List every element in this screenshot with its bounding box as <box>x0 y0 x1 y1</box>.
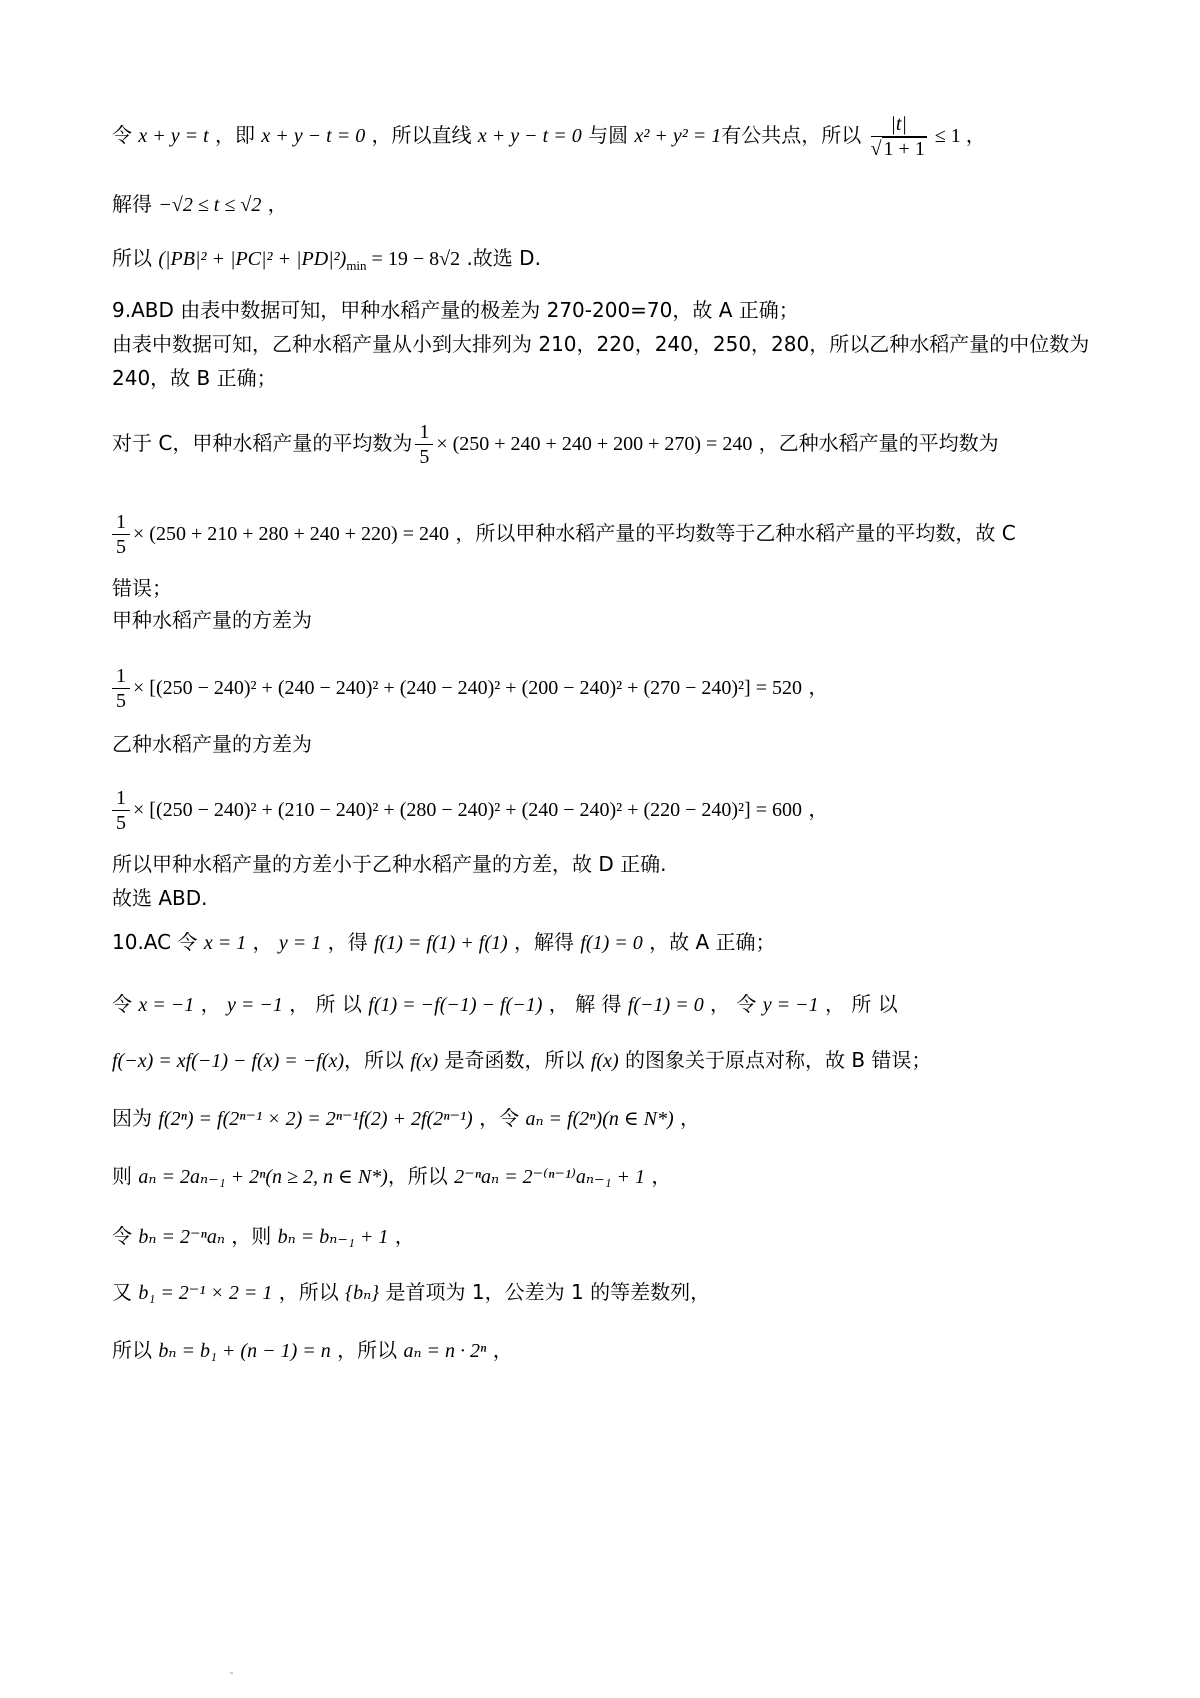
denominator: 5 <box>419 446 430 468</box>
solution-line-21 <box>112 1222 1100 1251</box>
text: 的图象关于原点对称，故 B 错误； <box>618 1048 932 1072</box>
page-speck <box>230 1672 233 1674</box>
text: ， 解 得 <box>542 992 628 1016</box>
denominator: 5 <box>116 536 126 558</box>
text: 所以 <box>112 246 159 270</box>
equation: × [(250 − 240)² + (240 − 240)² + (240 − 240)² + (200 − 240)² + (270 − 240)²] = 520 <box>133 677 802 699</box>
equation: aₙ = f(2ⁿ)(n ∈ N*) <box>525 1108 674 1130</box>
equation: bₙ = 2⁻ⁿaₙ <box>138 1226 225 1248</box>
solution-line-6: 240，故 B 正确； <box>112 366 277 390</box>
equation: b₁ = 2⁻¹ × 2 = 1 <box>138 1282 273 1304</box>
text: .故选 D. <box>460 246 541 270</box>
solution-line-5: 由表中数据可知，乙种水稻产量从小到大排列为 210，220，240，250，280，所以乙种水稻产量的中位数为 <box>112 332 1090 356</box>
denominator: 5 <box>116 690 126 712</box>
solution-line-11 <box>112 664 1100 713</box>
solution-line-15: 故选 ABD. <box>112 886 208 910</box>
text: 又 <box>112 1280 139 1304</box>
equation: f(2ⁿ) = f(2ⁿ⁻¹ × 2) = 2ⁿ⁻¹f(2) + 2f(2ⁿ⁻¹) <box>158 1108 473 1130</box>
text: ， <box>388 1224 415 1248</box>
text: ，得 <box>321 930 375 954</box>
numerator: 1 <box>112 786 130 811</box>
equation: x + y − t = 0 <box>477 125 582 147</box>
solution-line-7 <box>112 420 1100 469</box>
solution-line-2 <box>112 190 1100 219</box>
equation: x = −1 <box>138 994 195 1016</box>
text: ，即 <box>208 123 262 147</box>
equation: −√2 ≤ t ≤ √2 <box>158 194 262 216</box>
equation: f(x) <box>590 1050 619 1072</box>
text: ， <box>644 1164 672 1188</box>
text: ，乙种水稻产量的平均数为 <box>752 431 999 455</box>
solution-line-19 <box>112 1104 1100 1133</box>
text: ，解得 <box>507 930 581 954</box>
equation: × (250 + 210 + 280 + 240 + 220) = 240 <box>133 523 449 545</box>
equation: y = 1 <box>278 932 322 954</box>
equation: y = −1 <box>762 994 819 1016</box>
text: ， <box>246 930 279 954</box>
text: ，所以直线 <box>365 123 478 147</box>
text: ，所以 <box>344 1048 411 1072</box>
text: 是首项为 1，公差为 1 的等差数列， <box>379 1280 711 1304</box>
solution-line-8 <box>112 510 1100 559</box>
fraction <box>415 420 433 469</box>
text: 有公共点，所以 <box>721 123 868 147</box>
equation: aₙ = 2aₙ₋₁ + 2ⁿ(n ≥ 2, n ∈ N*) <box>138 1166 388 1188</box>
text: 解得 <box>112 192 159 216</box>
text: ， 所 以 <box>282 992 369 1016</box>
solution-line-18 <box>112 1046 1100 1075</box>
text: 令 <box>112 992 139 1016</box>
text: ， <box>194 992 227 1016</box>
text: 与圆 <box>581 123 635 147</box>
text: ， 所 以 <box>818 992 898 1016</box>
equation: x + y − t = 0 <box>261 125 366 147</box>
equation: f(1) = −f(−1) − f(−1) <box>368 994 543 1016</box>
solution-line-16 <box>112 928 1100 957</box>
numerator: 1 <box>112 510 130 535</box>
text: 令 <box>112 1224 139 1248</box>
fraction <box>112 510 130 559</box>
text: ，则 <box>224 1224 278 1248</box>
denominator: √ 1 + 1 <box>870 138 925 160</box>
equation: y = −1 <box>226 994 283 1016</box>
text: ，所以甲种水稻产量的平均数等于乙种水稻产量的平均数，故 C <box>449 521 1016 545</box>
equation: (|PB|² + |PC|² + |PD|²) <box>158 248 347 270</box>
text: 10.AC 令 <box>112 930 204 954</box>
equation: x + y = t <box>138 125 209 147</box>
equation: bₙ = bₙ₋₁ + 1 <box>277 1226 389 1248</box>
solution-line-20 <box>112 1162 1100 1191</box>
solution-line-22 <box>112 1278 1100 1307</box>
solution-line-13 <box>112 786 1100 835</box>
text: ， 令 <box>703 992 763 1016</box>
solution-line-17 <box>112 990 1100 1019</box>
solution-line-14: 所以甲种水稻产量的方差小于乙种水稻产量的方差，故 D 正确. <box>112 852 667 876</box>
subscript: min <box>346 258 367 273</box>
text: ，令 <box>472 1106 526 1130</box>
text: 令 <box>112 123 139 147</box>
text: 因为 <box>112 1106 159 1130</box>
equation: x² + y² = 1 <box>634 125 722 147</box>
text: ，故 A 正确； <box>642 930 776 954</box>
equation: {bₙ} <box>345 1282 380 1304</box>
solution-line-9: 错误； <box>112 576 172 600</box>
numerator: |t| <box>871 112 927 137</box>
equation: f(−1) = 0 <box>627 994 704 1016</box>
radicand: 1 + 1 <box>883 138 925 160</box>
denominator: 5 <box>116 812 126 834</box>
solution-line-12: 乙种水稻产量的方差为 <box>112 732 312 756</box>
text: 则 <box>112 1164 139 1188</box>
equation: bₙ = b₁ + (n − 1) = n <box>158 1340 331 1362</box>
text: ， <box>673 1106 701 1130</box>
text: ， <box>801 797 829 821</box>
equation: = 19 − 8√2 <box>366 248 461 270</box>
text: ，所以 <box>387 1164 455 1188</box>
fraction <box>112 786 130 835</box>
text: ， <box>486 1338 513 1362</box>
text: ， <box>801 675 829 699</box>
text: 对于 C，甲种水稻产量的平均数为 <box>112 431 413 455</box>
solution-line-3 <box>112 244 1100 280</box>
fraction <box>871 112 927 161</box>
equation: f(−x) = xf(−1) − f(x) = −f(x) <box>112 1050 344 1072</box>
fraction <box>112 664 130 713</box>
solution-line-4: 9.ABD 由表中数据可知，甲种水稻产量的极差为 270-200=70，故 A 正确； <box>112 298 799 322</box>
text: ，所以 <box>272 1280 346 1304</box>
equation: 2⁻ⁿaₙ = 2⁻⁽ⁿ⁻¹⁾aₙ₋₁ + 1 <box>454 1166 645 1188</box>
numerator: 1 <box>415 420 433 445</box>
solution-line-23 <box>112 1336 1100 1365</box>
equation: × [(250 − 240)² + (210 − 240)² + (280 − 240)² + (240 − 240)² + (220 − 240)²] = 600 <box>133 799 802 821</box>
inequality: ≤ 1 ， <box>929 125 986 147</box>
solution-line-10: 甲种水稻产量的方差为 <box>112 608 312 632</box>
equation: f(x) <box>410 1050 439 1072</box>
equation: f(1) = 0 <box>580 932 643 954</box>
solution-line-1 <box>112 112 1100 161</box>
equation: × (250 + 240 + 240 + 200 + 270) = 240 <box>436 433 753 455</box>
equation: f(1) = f(1) + f(1) <box>374 932 508 954</box>
text: 是奇函数，所以 <box>438 1048 591 1072</box>
equation: x = 1 <box>203 932 247 954</box>
text: ，所以 <box>330 1338 404 1362</box>
numerator: 1 <box>112 664 130 689</box>
equation: aₙ = n · 2ⁿ <box>403 1340 487 1362</box>
text: ， <box>261 192 288 216</box>
text: 所以 <box>112 1338 159 1362</box>
